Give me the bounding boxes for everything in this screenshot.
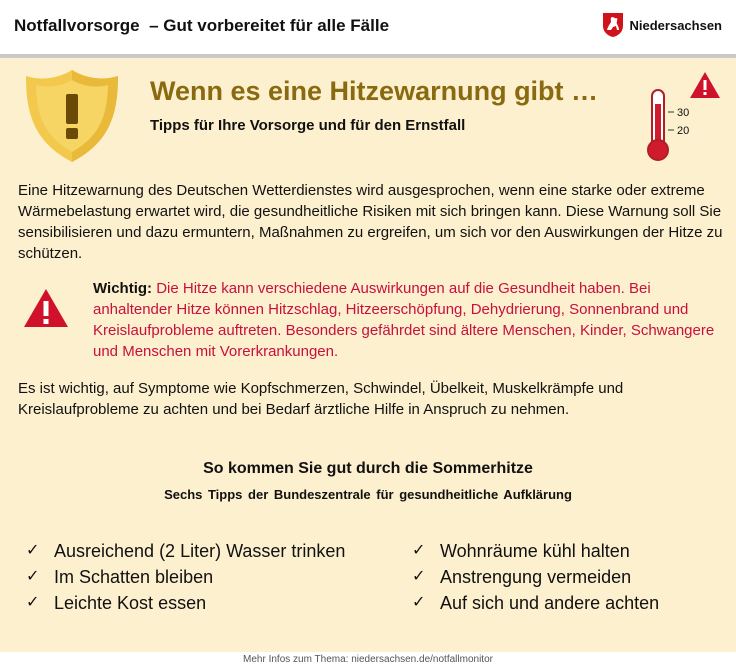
tips-subtitle: Sechs Tipps der Bundeszentrale für gesundheitliche Aufklärung bbox=[164, 487, 572, 502]
tips-title: So kommen Sie gut durch die Sommerhitze bbox=[203, 460, 533, 477]
tips-list-left bbox=[26, 538, 345, 616]
tip-text: Ausreichend (2 Liter) Wasser trinken bbox=[54, 541, 346, 561]
page-title: Wenn es eine Hitzewarnung gibt … bbox=[150, 76, 599, 106]
tip-item bbox=[412, 564, 659, 590]
check-icon: ✓ bbox=[26, 542, 40, 559]
thermometer-label-low: 20 bbox=[677, 125, 690, 137]
header bbox=[0, 0, 736, 54]
check-icon: ✓ bbox=[26, 594, 40, 611]
thermometer-icon bbox=[648, 90, 674, 160]
check-icon: ✓ bbox=[412, 594, 426, 611]
alert-triangle-icon bbox=[690, 72, 720, 98]
header-title: Notfallvorsorge – Gut vorbereitet für alle Fälle bbox=[14, 16, 390, 35]
check-icon: ✓ bbox=[412, 568, 426, 585]
thermometer-graphic bbox=[640, 70, 726, 171]
tips-list-right bbox=[412, 538, 659, 616]
tip-item bbox=[26, 564, 345, 590]
thermometer-label-high: 30 bbox=[677, 107, 690, 119]
tip-item bbox=[26, 538, 345, 564]
important-paragraph bbox=[93, 278, 723, 362]
tip-item bbox=[26, 590, 345, 616]
intro-paragraph: Eine Hitzewarnung des Deutschen Wetterdienstes wird ausgesprochen, wenn eine starke oder extreme Wärmebelastung erwartet wird, die gesundheitliche Risiken mit sich bringen kann. Diese Warnung soll Sie sensibilisieren und dazu ermuntern, Maßnahmen zu ergreifen, um sich vor den Auswirkungen der Hitze zu schützen. bbox=[18, 182, 723, 262]
brand-name: Niedersachsen bbox=[629, 17, 722, 33]
page-subtitle: Tipps für Ihre Vorsorge und für den Ernstfall bbox=[150, 117, 466, 134]
symptoms-paragraph: Es ist wichtig, auf Symptome wie Kopfschmerzen, Schwindel, Übelkeit, Muskelkrämpfe und Kreislaufprobleme zu achten und bei Bedarf ärztliche Hilfe in Anspruch zu nehmen. bbox=[18, 380, 624, 418]
tip-text: Leichte Kost essen bbox=[54, 593, 207, 613]
tip-text: Im Schatten bleiben bbox=[54, 567, 214, 587]
tip-item bbox=[412, 590, 659, 616]
check-icon: ✓ bbox=[26, 568, 40, 585]
check-icon: ✓ bbox=[412, 542, 426, 559]
footer-link[interactable]: Mehr Infos zum Thema: niedersachsen.de/notfallmonitor bbox=[243, 654, 493, 665]
important-label: Wichtig: bbox=[93, 280, 153, 297]
brand-logo[interactable] bbox=[602, 12, 723, 38]
warning-shield-icon bbox=[20, 66, 124, 166]
tip-text: Wohnräume kühl halten bbox=[440, 541, 630, 561]
horse-crest-icon bbox=[602, 12, 624, 38]
tip-item bbox=[412, 538, 659, 564]
warning-triangle-icon bbox=[22, 287, 70, 329]
important-text: Die Hitze kann verschiedene Auswirkungen auf die Gesundheit haben. Bei anhaltender Hitze können Hitzschlag, Hitzeerschöpfung, Dehydrierung, Sonnenbrand und Kreislaufprobleme auftreten. Besonders gefährdet sind ältere Menschen, Kinder, Schwangere und Menschen mit Vorerkrankungen. bbox=[93, 280, 715, 360]
tip-text: Auf sich und andere achten bbox=[440, 593, 660, 613]
tip-text: Anstrengung vermeiden bbox=[440, 567, 632, 587]
